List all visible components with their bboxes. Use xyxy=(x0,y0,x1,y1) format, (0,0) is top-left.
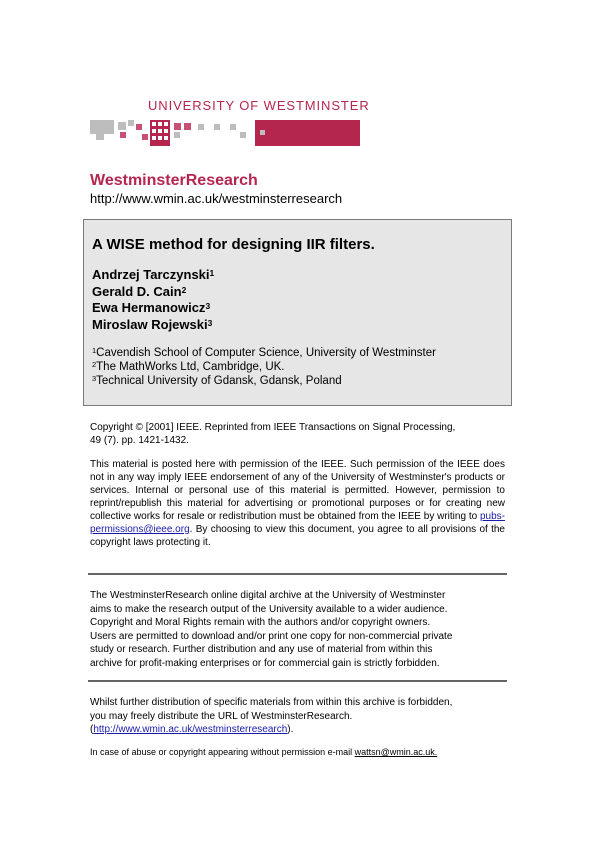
paper-title: A WISE method for designing IIR filters. xyxy=(92,236,375,253)
copyright-notice: Copyright © [2001] IEEE. Reprinted from IEEE Transactions on Signal Processing, 49 (7). pp. 1421-1432. xyxy=(90,422,456,446)
affiliation: $^2$The MathWorks Ltd, Cambridge, UK. xyxy=(92,360,285,373)
author-list xyxy=(92,267,214,333)
author: Ewa Hermanowicz$^3$ xyxy=(92,300,211,315)
university-logo-graphic xyxy=(90,120,360,146)
abuse-contact: In case of abuse or copyright appearing without permission e-mail wattsn@wmin.ac.uk. xyxy=(90,747,438,757)
university-name: UNIVERSITY OF WESTMINSTER xyxy=(148,98,370,113)
westminster-research-url-link[interactable]: http://www.wmin.ac.uk/westminsterresearch xyxy=(93,724,288,735)
abuse-email-link[interactable]: wattsn@wmin.ac.uk. xyxy=(354,747,438,757)
repository-name: WestminsterResearch xyxy=(90,172,258,189)
archive-notice: The WestminsterResearch online digital archive at the University of Westminster aims to make the research output of the University available to a wider audience. Copyright and Moral Rights remain with the authors and/or copyright owners. Users are permitted to download and/or print one copy for non-commercial private study or research. Further distribution and any use of material from within this archive for profit-making enterprises or for commercial gain is strictly forbidden. xyxy=(90,590,453,669)
permission-statement: This material is posted here with permission of the IEEE. Such permission of the IEEE does not in any way imply IEEE endorsement of any of the University of Westminster's products or services. Internal or personal use of this material is permitted. However, permission to reprint/republish this material for advertising or promotional purposes or for creating new collective works for resale or redistribution must be obtained from the IEEE by writing to pubs-permissions@ieee.org. By choosing to view this document, you agree to all provisions of the copyright laws protecting it. xyxy=(90,459,505,548)
repository-url: http://www.wmin.ac.uk/westminsterresearch xyxy=(90,191,343,206)
title-box xyxy=(83,219,512,406)
affiliation: $^3$Technical University of Gdansk, Gdansk, Poland xyxy=(92,374,342,387)
author: Andrzej Tarczynski$^1$ xyxy=(92,267,215,282)
redistribution-notice: Whilst further distribution of specific materials from within this archive is forbidden, you may freely distribute the URL of WestminsterResearch. (http://www.wmin.ac.uk/westminsterresearch). xyxy=(90,697,453,735)
author: Gerald D. Cain$^2$ xyxy=(92,283,187,299)
author: Miroslaw Rojewski$^3$ xyxy=(92,316,213,332)
affiliation-list xyxy=(92,346,436,388)
ieee-permissions-email-link[interactable]: pubs-permissions@ieee.org xyxy=(90,511,505,535)
divider xyxy=(88,573,507,575)
affiliation: $^1$Cavendish School of Computer Science, University of Westminster xyxy=(92,346,436,359)
divider xyxy=(88,680,507,682)
